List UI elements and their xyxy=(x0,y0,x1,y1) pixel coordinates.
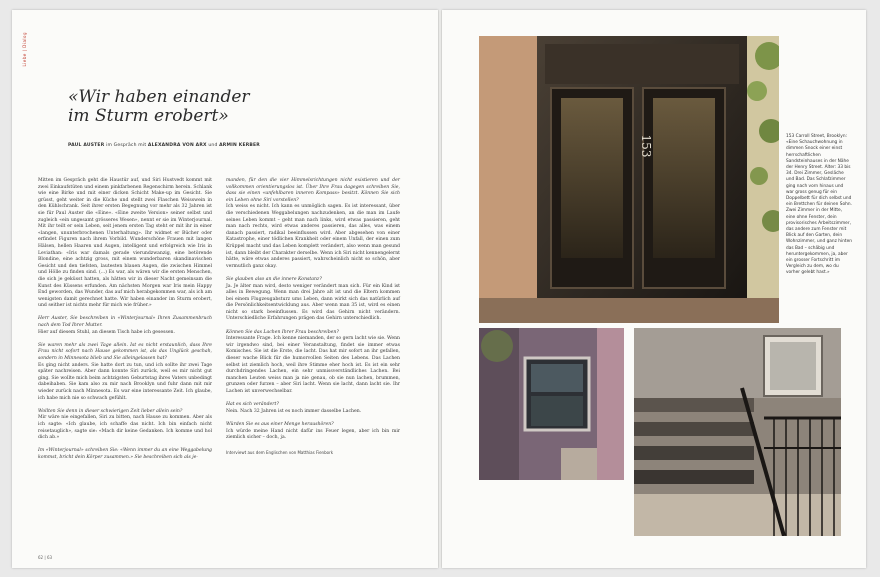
interview-answer: Ich weiss es nicht. Ich kann es unmöglich sagen. Es ist interessant, über die verschiedenen Weggabelungen nachzudenken, an die man im Laufe seines Leben kommt – geht man nach links, wird etwas passieren, geht man nach rechts, wird etwas anderes passieren, das alles, was einem danach passiert, radikal beeinflussen wird. Aber abgesehen von einer Katastrophe, einer tödlichen Krankheit oder einem Unfall, der einen zum Krüppel macht und das Leben komplett verändert, also wenn man gesund ist, dann bleibt der Charakter derselbe. Wenn ich Siri nicht kennengelernt hätte, wäre etwas anderes passiert, wahrscheinlich nicht so schön, aber vermutlich ganz okay. xyxy=(226,204,400,269)
interview-question: manden, für den die vier Himmelsrichtungen nicht existieren und der vollkommen orientierungslos ist. Über Ihre Frau dagegen schreiben Sie, dass sie einen «unfehlbaren inneren Kompass» besitzt. Können Sie sich ein Leben ohne Siri vorstellen? xyxy=(226,178,400,203)
interview-question: Würden Sie es aus einer Menge heraushören? xyxy=(226,421,334,427)
byline-author: PAUL AUSTER xyxy=(68,143,105,148)
interview-question: Wollten Sie denn in dieser schwierigen Zeit lieber allein sein? xyxy=(38,408,183,414)
section-label: Liebe | Dialog xyxy=(22,32,27,67)
translation-credit: Interviewt aus dem Englischen von Matthias Fienbork xyxy=(226,449,334,455)
interview-answer: Interessante Frage. Ich kenne niemanden, der so gern lacht wie sie. Wenn wir irgendwo sind, bei einer Veranstaltung, findet sie immer etwas Komisches. Sie ist die Erste, die lacht. Das hat mir sofort an ihr gefallen, dieser wache Blick für die humorvollen Seiten des Lebens. Das Lachen selbst ist ziemlich hoch, weil ihre Stimme eher hoch ist. Es ist ein sehr durchdringendes Lachen, ein sehr unmissverständliches Lachen. Bei manchen Leuten weiss man ja nie genau, ob sie nun lachen, brummen, grunzen oder furzen – aber Siri lacht. Wenn sie lacht, dann lacht sie. Ihr Lachen ist unverwechselbar. xyxy=(226,336,400,394)
interview-question: Im «Winterjournal» schreiben Sie: «Wenn immer du an eine Weggabelung kommst, bricht dein Körper zusammen.» Sie beschreiben sich als je- xyxy=(38,448,212,460)
article-title xyxy=(68,88,308,126)
photo-front-door xyxy=(479,36,779,323)
interview-question: Hat es sich verändert? xyxy=(226,402,279,408)
page-folio: 62 | 63 xyxy=(38,555,53,560)
interview-question: Herr Auster, Sie beschreiben in «Winterjournal» Ihren Zusammenbruch nach dem Tod Ihrer Mutter. xyxy=(38,316,212,329)
interview-answer: Hier auf diesem Stuhl, an diesem Tisch habe ich gesessen. xyxy=(38,329,175,335)
window-illustration xyxy=(479,328,624,480)
interview-answer: Mir wäre nie eingefallen, Siri zu bitten, nach Hause zu kommen. Aber als ich sagte: «Ich glaube, ich schaffe das nicht. Ich bin einfach nicht reisetauglich», sagte sie: «Mach dir keine Gedanken. Ich komme und hol dich ab.» xyxy=(38,415,212,441)
interview-question: Sie waren mehr als zwei Tage allein. Ist es nicht erstaunlich, dass Ihre Frau nicht sofort nach Hause gekommen ist, als das Unglück geschah, sondern in Minnesota blieb und Sie alleingelassen hat? xyxy=(38,342,212,362)
left-page xyxy=(12,10,438,568)
photo-stoop-and-railing xyxy=(634,328,841,536)
interview-answer: Ja. Je älter man wird, desto weniger verändert man sich. Für ein Kind ist alles in Bewegung. Wenn man drei Jahre alt ist und die Eltern kommen bei einem Flugzeugabsturz ums Leben, dann wirkt sich das natürlich auf die Persönlichkeitsentwicklung aus. Aber wenn man 35 ist, wird es einen nicht so stark beeinflussen. Es wird das Gehirn nicht verändern. Unterschiedliche Erfahrungen prägen das Gehirn unterschiedlich. xyxy=(226,283,400,322)
byline-connector-1: im Gespräch mit xyxy=(104,143,148,148)
photo-caption: 153 Carroll Street, Brooklyn: «Eine Schauchwohnung in dimmen Snock einer einst herrschaftlichen Sandsteinhauses in der Nähe der Henry Street. Alter: 33 bis 34. Drei Zimmer, Gesläche und Bad. Das Schlafzimmer ging nach vorn hinaus und war gross genug für ein Doppelbett für dich selbst und ein Brettchen für deinen Sohn. Zwei Zimmer in der Mitte, eine ohne Fenster, dein provisorisches Arbeitszimmer, das andere zum Fenster mit Blick auf den Garten, dein Wohnzimmer, und ganz hinten das Bad – schäbig und heruntergekommen, ja, aber ein grosser Fortschritt im Vergleich zu dem, wo du vorher gelebt hast.» xyxy=(786,134,852,276)
byline-interviewer-2: ARMIN KERBER xyxy=(219,143,260,148)
interview-answer: Ich würde meine Hand nicht dafür ins Feuer legen, aber ich bin mir ziemlich sicher – doch, ja. xyxy=(226,428,400,441)
left-text-column xyxy=(38,178,212,462)
byline-interviewer-1: ALEXANDRA VON ARX xyxy=(147,143,207,148)
article-title-line-1: «Wir haben einander xyxy=(68,87,250,107)
interview-question: Sie glauben also an die innere Konstanz? xyxy=(226,276,322,282)
article-title-line-2: im Sturm erobert» xyxy=(68,106,229,126)
article-byline xyxy=(68,143,368,148)
byline-connector-2: und xyxy=(206,143,220,148)
interview-answer: Es ging nicht anders. Sie hatte dort zu tun, und ich sollte ihr zwei Tage später nachreisen. Aber dann konnte Siri zurück, weil es mir nicht gut ging. Sie wollte mich beim achtzigsten Geburtstag ihres Vaters unbedingt dabeihaben. Sie kam also zu mir nach Brooklyn und fuhr dann mit mir wieder zurück nach Minnesota. Es war eine interessante Zeit. Ich glaube, ich habe mich nie so schwach gefühlt. xyxy=(38,362,212,401)
right-text-column xyxy=(226,178,400,456)
paragraph: Mitten im Gespräch geht die Haustür auf, und Siri Hustvedt kommt mit zwei Einkaufstüten und einem pinkfarbenen Regenschirm herein. Schlank wie eine Birke und mit einer dicken Schicht Make-up im Gesicht. Sie grüsst, geht weiter in die Küche und stellt zwei Flaschen Weisswein in den Kühlschrank. Seit ihrer ersten Begegnung vor mehr als 32 Jahren ist sie für Paul Auster die «Eine». «Eine zweite Version» seiner selbst und zugleich «ein ungesamt grösseres Wesen», nennt er sie im Winterjournal. Mit ihr teilt er sein Leben, seit jenem ersten Tag steht er mit ihr in einer «langen, ununterbrochenen Unterhaltung». Ihr widmet er Bücher oder erfindet Figuren nach ihrem Vorbild. Wunderschöne Frauen mit langen Hälsen, hellen Haaren und Augen, intelligent und erfolgreich wie Iris in Leviathan: «Iris war damals gerade vierundzwanzig, eine betörende Blondine, eine achtzig gross, mit einem wunderbaren skandinavischen Gesicht und den tiefsten, lautesten blauen Augen, die zwischen Himmel und Hölle zu finden sind. (...) Es war, als wären wir die ersten Menschen, die sich je geküsst hatten, als hätten wir in dieser Nacht gemeinsam die Kunst des Küssens erfunden. Am nächsten Morgen war Iris mein Happy End geworden, das Wunder, das auf mich herabgekommen war, als ich am wenigsten damit gerechnet hatte. Wir haben einander im Sturm erobert, und seither ist nichts mehr für mich wie früher.» xyxy=(38,178,212,309)
photo-side-window xyxy=(479,328,624,480)
interview-question: Können Sie das Lachen Ihrer Frau beschreiben? xyxy=(226,329,339,335)
right-page xyxy=(442,10,866,568)
stoop-illustration xyxy=(634,328,841,536)
door-number: 153 xyxy=(639,134,653,158)
interview-answer: Nein. Nach 32 Jahren ist es noch immer dasselbe Lachen. xyxy=(226,408,362,414)
door-illustration xyxy=(479,36,779,323)
